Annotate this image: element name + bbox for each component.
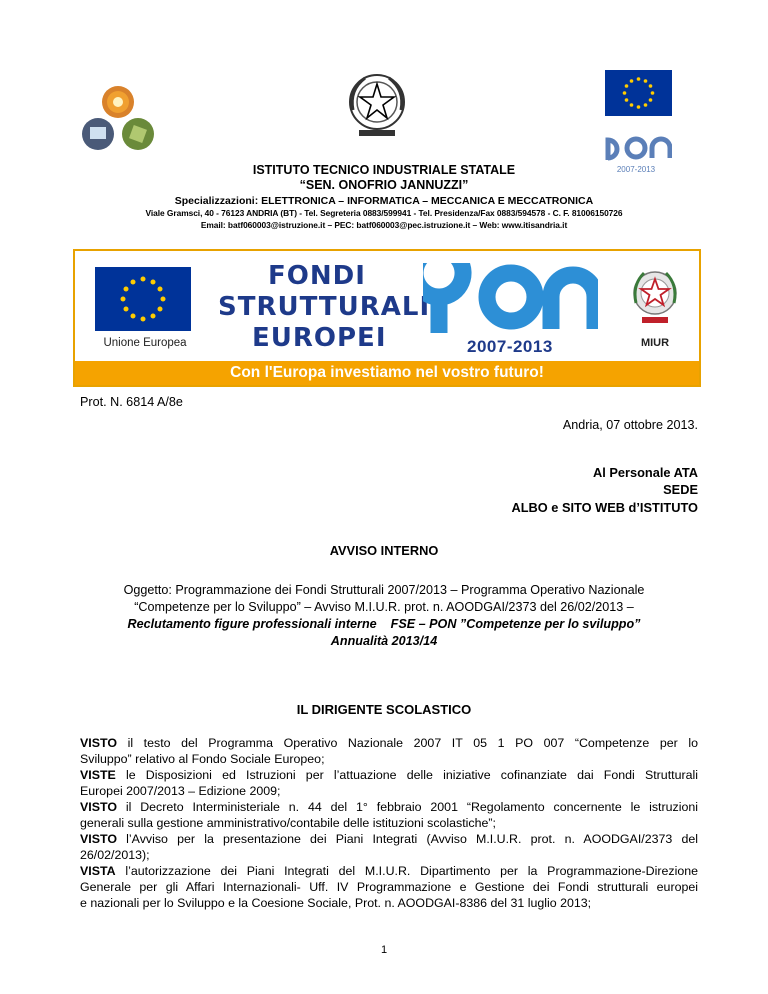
institute-specializations: Specializzazioni: ELETTRONICA – INFORMATICA – MECCANICA E MECCATRONICA (174, 195, 594, 207)
subject-line2: “Competenze per lo Sviluppo” – Avviso M.I.U.R. prot. n. AOODGAI/2373 del 26/02/2013 – (134, 600, 634, 614)
paragraph-text: l’autorizzazione dei Piani Integrati del M.I.U.R. Dipartimento per la Programmazione-Direzione (115, 864, 698, 878)
paragraph-keyword: VISTE (80, 768, 116, 782)
paragraph-visto-3 (80, 831, 698, 863)
paragraph-text: il testo del Programma Operativo Nazionale 2007 IT 05 1 PO 007 “Competenze per lo (116, 736, 698, 750)
eu-flag-icon (605, 70, 672, 116)
paragraph-text: 26/02/2013); (80, 848, 150, 863)
banner-pon-years: 2007-2013 (467, 337, 553, 356)
paragraph-keyword: VISTO (80, 832, 117, 846)
document-title: AVVISO INTERNO (329, 543, 439, 558)
protocol-number: Prot. N. 6814 A/8e (80, 395, 183, 409)
pon-small-years: 2007-2013 (616, 165, 656, 174)
section-heading: IL DIRIGENTE SCOLASTICO (296, 702, 472, 717)
page-number: 1 (380, 944, 388, 956)
subject-line3: Reclutamento figure professionali interne FSE – PON ”Competenze per lo sviluppo” (127, 617, 641, 631)
miur-emblem (630, 267, 680, 327)
fondi-line1: FONDI (268, 261, 366, 291)
pon-logo (423, 263, 598, 339)
institute-contacts: Email: batf060003@istruzione.it – PEC: batf060003@pec.istruzione.it – Web: www.itisandria.it (200, 220, 568, 230)
paragraph-text: il Decreto Interministeriale n. 44 del 1° febbraio 2001 “Regolamento concernente le istruzioni (116, 800, 698, 814)
subject-line4: Annualità 2013/14 (330, 634, 438, 648)
paragraph-keyword: VISTO (80, 800, 117, 814)
paragraph-text: Europei 2007/2013 – Edizione 2009; (80, 784, 281, 799)
fondi-line3: EUROPEI (252, 323, 387, 353)
banner-slogan: Con l'Europa investiamo nel vostro futuro! (75, 361, 699, 385)
fondi-line2: STRUTTURALI (218, 292, 431, 322)
school-logo (78, 82, 170, 154)
paragraph-keyword: VISTA (80, 864, 116, 878)
paragraph-text: Generale per gli Affari Internazionali- Uff. IV Programmazione e Gestione dei Fondi strutturali europei (80, 880, 698, 895)
recipient-line3: ALBO e SITO WEB d’ISTITUTO (511, 500, 698, 515)
paragraph-visto-2 (80, 799, 698, 831)
institute-name-line1: ISTITUTO TECNICO INDUSTRIALE STATALE (252, 163, 516, 177)
fondi-strutturali-text (218, 261, 430, 354)
eu-flag-icon (95, 267, 191, 331)
paragraph-text: generali sulla gestione amministrativo/contabile delle istituzioni scolastiche”; (80, 816, 496, 831)
recipient-line1: Al Personale ATA (592, 465, 698, 480)
paragraph-text: e nazionali per lo Sviluppo e la Coesione Sociale, Prot. n. AOODGAI-8386 del 31 luglio 2013; (80, 896, 592, 911)
italian-republic-emblem (345, 70, 409, 140)
paragraph-text: le Disposizioni ed Istruzioni per l’attuazione delle iniziative cofinanziate dai Fondi Strutturali (115, 768, 698, 782)
paragraph-visto-1 (80, 735, 698, 767)
fse-pon-banner (73, 249, 701, 387)
paragraph-text: l’Avviso per la presentazione dei Piani Integrati (Avviso M.I.U.R. prot. n. AOODGAI/2373 del (116, 832, 698, 846)
subject-line1: Oggetto: Programmazione dei Fondi Strutturali 2007/2013 – Programma Operativo Nazionale (123, 583, 645, 597)
paragraph-keyword: VISTO (80, 736, 117, 750)
paragraph-viste (80, 767, 698, 799)
letter-date: Andria, 07 ottobre 2013. (562, 418, 698, 432)
institute-address: Viale Gramsci, 40 - 76123 ANDRIA (BT) - Tel. Segreteria 0883/599941 - Tel. Presidenza/Fax 0883/594578 - C. F. 81006150726 (145, 208, 623, 218)
paragraph-vista (80, 863, 698, 912)
banner-eu-label: Unione Europea (103, 337, 187, 349)
paragraph-text: Sviluppo” relativo al Fondo Sociale Europeo; (80, 752, 325, 767)
banner-miur-label: MIUR (640, 337, 670, 349)
institute-name-line2: “SEN. ONOFRIO JANNUZZI” (299, 178, 469, 192)
recipient-line2: SEDE (663, 482, 698, 497)
